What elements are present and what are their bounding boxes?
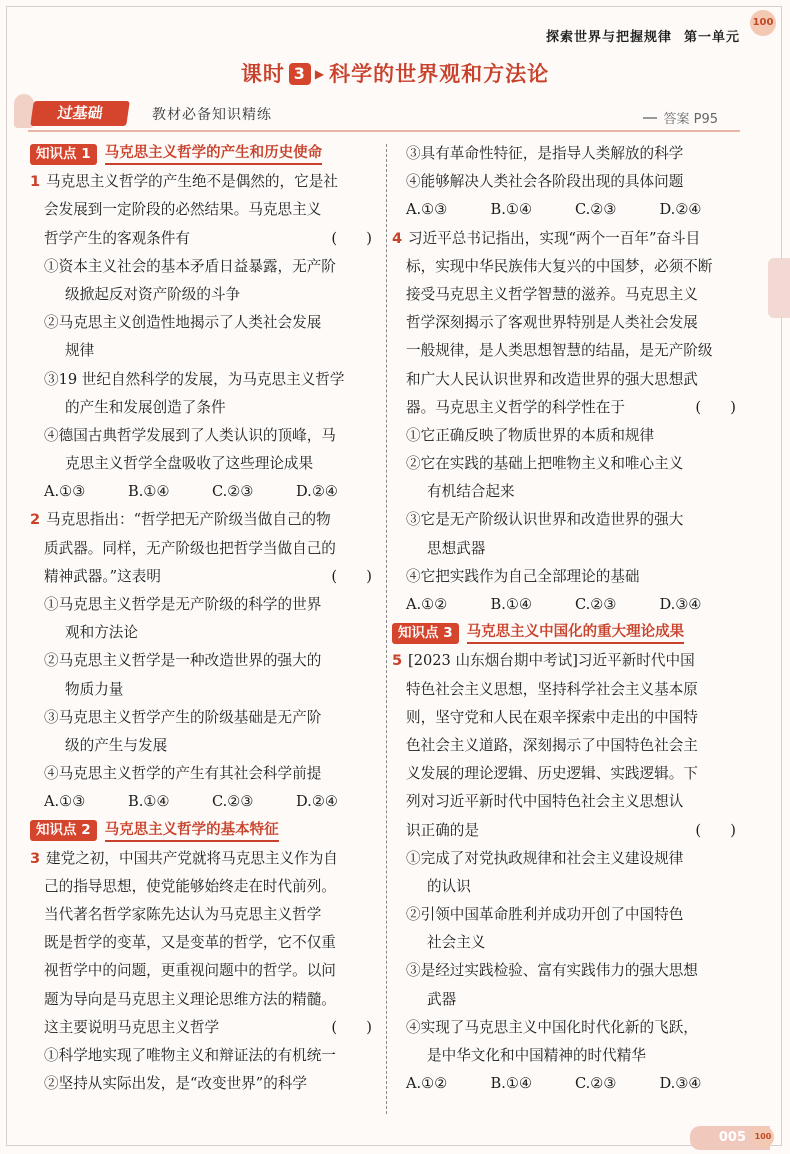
question-number: 2 xyxy=(30,511,41,529)
statement-item: 克思主义哲学全盘吸收了这些理论成果 xyxy=(65,455,314,473)
statement-item: ②马克思主义哲学是一种改造世界的强大的 xyxy=(44,652,322,670)
question-text: 习近平总书记指出，实现“两个一百年”奋斗目 xyxy=(408,229,701,247)
statement-item: ③是经过实践检验、富有实践伟力的强大思想 xyxy=(406,962,698,980)
question-text: 精神武器。”这表明 xyxy=(44,567,161,585)
option-d[interactable]: D.③④ xyxy=(659,596,702,613)
question-number: 4 xyxy=(392,229,403,247)
statement-item: 的认识 xyxy=(427,877,471,895)
question-text: 哲学深刻揭示了客观世界特别是人类社会发展 xyxy=(406,314,698,332)
lesson-title xyxy=(0,58,790,88)
statement-item: ④实现了马克思主义中国化时代化新的飞跃， xyxy=(406,1018,698,1036)
answer-blank[interactable]: ( ) xyxy=(331,229,372,247)
question-text: 会发展到一定阶段的必然结果。马克思主义 xyxy=(44,201,322,219)
question-text: 识正确的是 xyxy=(406,821,479,839)
column-divider xyxy=(386,144,387,1114)
question-3 xyxy=(30,845,380,1099)
statement-item: ③马克思主义哲学产生的阶级基础是无产阶 xyxy=(44,708,322,726)
statement-item: ①资本主义社会的基本矛盾日益暴露，无产阶 xyxy=(44,257,336,275)
statement-item: ④能够解决人类社会各阶段出现的具体问题 xyxy=(406,173,684,191)
right-column xyxy=(392,140,744,1098)
statement-item: 观和方法论 xyxy=(65,624,138,642)
answer-options xyxy=(30,478,380,506)
left-column xyxy=(30,140,380,1098)
kp-badge: 知识点 2 xyxy=(30,820,97,841)
option-b[interactable]: B.①④ xyxy=(490,201,533,219)
brand-badge-icon: 100 xyxy=(750,10,776,36)
option-d[interactable]: D.②④ xyxy=(296,483,338,501)
statement-item: 社会主义 xyxy=(427,934,486,952)
question-text: 建党之初，中国共产党就将马克思主义作为自 xyxy=(46,849,338,867)
option-b[interactable]: B.①④ xyxy=(128,793,170,811)
option-a[interactable]: A.①② xyxy=(406,1075,448,1093)
kp-title: 马克思主义中国化的重大理论成果 xyxy=(467,622,685,644)
kp-title: 马克思主义哲学的基本特征 xyxy=(105,820,279,842)
question-text: 哲学产生的客观条件有 xyxy=(44,229,190,247)
statement-item: ③19 世纪自然科学的发展，为马克思主义哲学 xyxy=(44,370,345,388)
statement-item: ④马克思主义哲学的产生有其社会科学前提 xyxy=(44,765,322,783)
question-text: 器。马克思主义哲学的科学性在于 xyxy=(406,398,625,416)
question-text: 视哲学中的问题，更重视问题中的哲学。以问 xyxy=(44,962,336,980)
statement-item: 是中华文化和中国精神的时代精华 xyxy=(427,1047,646,1064)
option-c[interactable]: C.②③ xyxy=(575,1075,617,1093)
brand-badge-icon: 100 xyxy=(752,1126,774,1148)
answer-blank[interactable]: ( ) xyxy=(695,821,736,839)
question-text: 特色社会主义思想，坚持科学社会主义基本原 xyxy=(406,680,698,698)
option-a[interactable]: A.①③ xyxy=(44,483,86,501)
header-unit: 第一单元 xyxy=(683,30,740,45)
answer-blank[interactable]: ( ) xyxy=(331,1018,372,1036)
question-text: [2023 山东烟台期中考试]习近平新时代中国 xyxy=(408,652,695,670)
statement-item: ②坚持从实际出发，是“改变世界”的科学 xyxy=(44,1075,308,1093)
triangle-icon: ▶ xyxy=(314,67,326,81)
answer-options xyxy=(392,1070,744,1098)
question-text: 马克思主义哲学的产生绝不是偶然的，它是社 xyxy=(46,173,338,191)
statement-item: ④它把实践作为自己全部理论的基础 xyxy=(406,567,640,585)
option-c[interactable]: C.②③ xyxy=(212,483,254,501)
answer-ref: 答案 P95 xyxy=(643,108,718,127)
page-number: 005 xyxy=(718,1130,746,1145)
option-b[interactable]: B.①④ xyxy=(128,483,170,501)
statement-item: 物质力量 xyxy=(65,680,124,698)
option-d[interactable]: D.②④ xyxy=(296,793,338,811)
option-b[interactable]: B.①④ xyxy=(490,596,533,613)
question-text: 己的指导思想，使党能够始终走在时代前列。 xyxy=(44,877,336,895)
question-1 xyxy=(30,168,380,506)
question-text: 则，坚守党和人民在艰辛探索中走出的中国特 xyxy=(406,708,698,726)
question-text: 列对习近平新时代中国特色社会主义思想认 xyxy=(406,793,684,811)
answer-options xyxy=(392,196,744,224)
kp-badge: 知识点 3 xyxy=(392,623,459,644)
answer-blank[interactable]: ( ) xyxy=(331,567,372,585)
side-tab xyxy=(768,258,790,318)
section-badge: 过基础 xyxy=(30,101,130,126)
answer-options xyxy=(30,788,380,816)
question-text: 一般规律，是人类思想智慧的结晶，是无产阶级 xyxy=(406,342,713,360)
running-header xyxy=(546,26,740,45)
statement-item: ③具有革命性特征，是指导人类解放的科学 xyxy=(406,145,684,162)
answer-options xyxy=(392,591,744,619)
question-5 xyxy=(392,647,744,1098)
option-b[interactable]: B.①④ xyxy=(490,1075,533,1093)
statement-item: ②它在实践的基础上把唯物主义和唯心主义 xyxy=(406,455,684,473)
question-text: 质武器。同样，无产阶级也把哲学当做自己的 xyxy=(44,539,336,557)
statement-item: 的产生和发展创造了条件 xyxy=(65,398,226,416)
statement-item: ④德国古典哲学发展到了人类认识的顶峰，马 xyxy=(44,426,336,444)
kp-title: 马克思主义哲学的产生和历史使命 xyxy=(105,143,323,165)
knowledge-point-1 xyxy=(30,140,380,168)
question-text: 和广大人民认识世界和改造世界的强大思想武 xyxy=(406,370,698,388)
question-text: 这主要说明马克思主义哲学 xyxy=(44,1018,220,1036)
option-c[interactable]: C.②③ xyxy=(212,793,254,811)
question-number: 3 xyxy=(30,849,41,867)
question-number: 1 xyxy=(30,173,41,191)
statement-item: ②引领中国革命胜利并成功开创了中国特色 xyxy=(406,906,684,924)
question-text: 接受马克思主义哲学智慧的滋养。马克思主义 xyxy=(406,285,698,303)
question-2 xyxy=(30,506,380,816)
question-text: 当代著名哲学家陈先达认为马克思主义哲学 xyxy=(44,906,322,924)
section-subtitle: 教材必备知识精练 xyxy=(152,107,272,123)
statement-item: 武器 xyxy=(427,990,457,1008)
header-section: 探索世界与把握规律 xyxy=(545,30,672,45)
statement-item: 思想武器 xyxy=(427,539,486,557)
title-text: 科学的世界观和方法论 xyxy=(329,62,550,86)
statement-item: 有机结合起来 xyxy=(427,483,515,501)
statement-item: 级的产生与发展 xyxy=(65,736,168,754)
option-d[interactable]: D.③④ xyxy=(659,1075,702,1093)
statement-item: ①科学地实现了唯物主义和辩证法的有机统一 xyxy=(44,1047,336,1064)
section-band xyxy=(28,100,740,132)
statement-item: ③它是无产阶级认识世界和改造世界的强大 xyxy=(406,511,684,529)
statement-item: ①马克思主义哲学是无产阶级的科学的世界 xyxy=(44,596,322,613)
kp-badge: 知识点 1 xyxy=(30,144,97,165)
question-text: 题为导向是马克思主义理论思维方法的精髓。 xyxy=(44,990,336,1008)
option-a[interactable]: A.①② xyxy=(406,596,448,613)
question-text: 义发展的理论逻辑、历史逻辑、实践逻辑。下 xyxy=(406,765,698,783)
option-a[interactable]: A.①③ xyxy=(44,793,86,811)
option-a[interactable]: A.①③ xyxy=(406,201,448,219)
statement-item: 规律 xyxy=(65,342,95,360)
statement-item: ②马克思主义创造性地揭示了人类社会发展 xyxy=(44,314,322,332)
title-prefix: 课时 xyxy=(240,62,285,86)
question-text: 色社会主义道路，深刻揭示了中国特色社会主 xyxy=(406,736,698,754)
statement-item: ①完成了对党执政规律和社会主义建设规律 xyxy=(406,849,684,867)
option-c[interactable]: C.②③ xyxy=(575,596,617,613)
statement-item: 级掀起反对资产阶级的斗争 xyxy=(65,285,241,303)
knowledge-point-2 xyxy=(30,817,380,845)
statement-item: ①它正确反映了物质世界的本质和规律 xyxy=(406,426,655,444)
answer-blank[interactable]: ( ) xyxy=(695,398,736,416)
knowledge-point-3 xyxy=(392,619,744,647)
question-text: 马克思指出：“哲学把无产阶级当做自己的物 xyxy=(46,511,331,529)
question-text: 标，实现中华民族伟大复兴的中国梦，必须不断 xyxy=(406,257,713,275)
question-4 xyxy=(392,225,744,620)
option-d[interactable]: D.②④ xyxy=(659,201,702,219)
option-c[interactable]: C.②③ xyxy=(575,201,617,219)
lesson-number: 3 xyxy=(289,63,311,85)
question-3-continued xyxy=(392,140,744,225)
question-text: 既是哲学的变革，又是变革的哲学，它不仅重 xyxy=(44,934,336,952)
question-number: 5 xyxy=(392,652,403,670)
